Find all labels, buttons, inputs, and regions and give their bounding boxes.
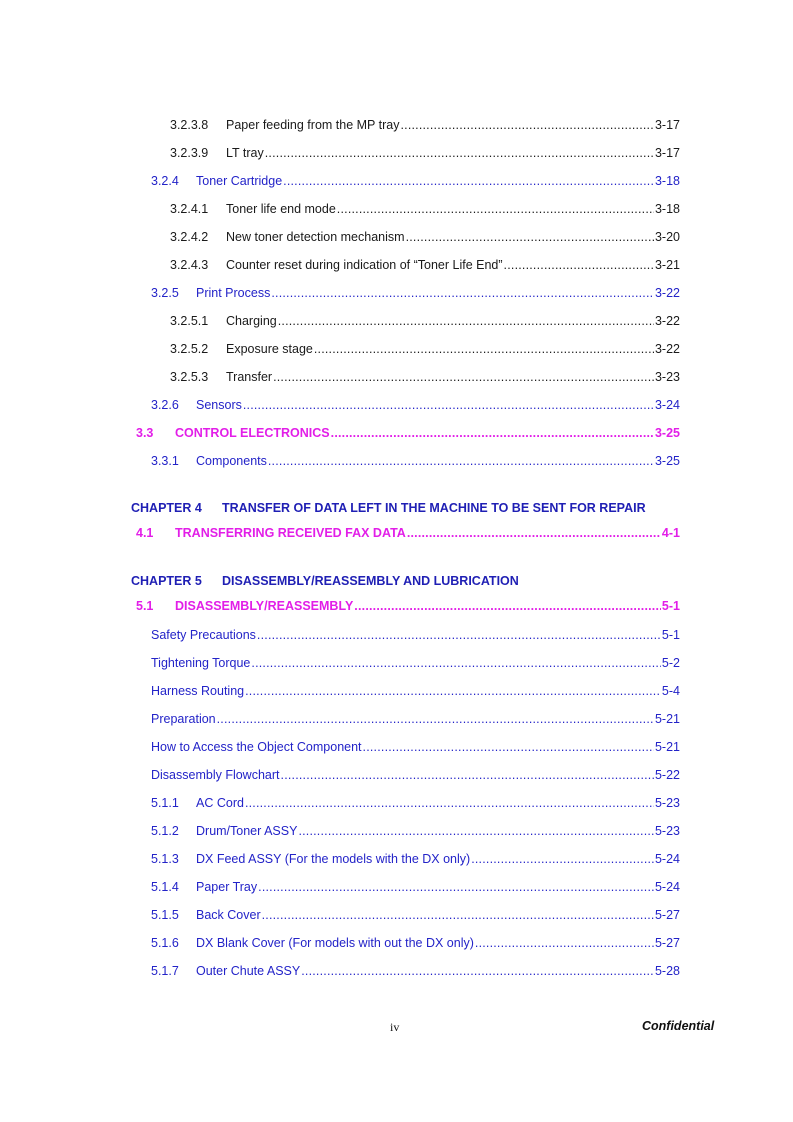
dot-leader [400, 118, 654, 132]
toc-entry-page: 5-22 [654, 768, 680, 782]
toc-entry[interactable] [151, 712, 680, 726]
toc-entry[interactable] [151, 824, 680, 838]
toc-entry-title: Safety Precautions [151, 628, 256, 642]
dot-leader [262, 908, 654, 922]
toc-entry[interactable] [151, 852, 680, 866]
dot-leader [337, 202, 654, 216]
dot-leader [354, 599, 661, 613]
toc-entry-title: How to Access the Object Component [151, 740, 362, 754]
toc-entry-title: DISASSEMBLY/REASSEMBLY [175, 599, 354, 613]
toc-entry-title: Tightening Torque [151, 656, 251, 670]
toc-entry[interactable] [136, 599, 680, 613]
toc-entry-page: 5-24 [654, 880, 680, 894]
dot-leader [314, 342, 654, 356]
toc-entry[interactable] [151, 398, 680, 412]
toc-entry[interactable] [170, 146, 680, 160]
toc-entry[interactable] [151, 628, 680, 642]
toc-entry-number: 5.1.5 [151, 908, 179, 922]
toc-entry-title: Sensors [196, 398, 242, 412]
toc-entry[interactable] [151, 796, 680, 810]
dot-leader [281, 768, 654, 782]
toc-entry-title: Exposure stage [226, 342, 313, 356]
toc-entry-number: 5.1.4 [151, 880, 179, 894]
toc-entry[interactable] [170, 202, 680, 216]
toc-entry-page: 5-23 [654, 824, 680, 838]
toc-entry-title: Preparation [151, 712, 216, 726]
toc-entry-number: 3.2.3.8 [170, 118, 209, 132]
toc-entry-number: 5.1.1 [151, 796, 179, 810]
toc-entry-page: 5-27 [654, 908, 680, 922]
dot-leader [298, 824, 654, 838]
dot-leader [301, 964, 654, 978]
toc-entry-page: 3-17 [654, 118, 680, 132]
toc-entry-title: AC Cord [196, 796, 244, 810]
toc-entry-title: LT tray [226, 146, 264, 160]
dot-leader [406, 230, 654, 244]
toc-entry-number: 3.2.5.2 [170, 342, 209, 356]
toc-entry-page: 5-1 [661, 628, 680, 642]
dot-leader [257, 628, 661, 642]
toc-entry-page: 4-1 [661, 526, 680, 540]
toc-entry-title: Paper feeding from the MP tray [226, 118, 400, 132]
toc-entry-page: 3-22 [654, 286, 680, 300]
chapter-heading[interactable] [131, 574, 680, 588]
toc-entry-title: Back Cover [196, 908, 261, 922]
dot-leader [363, 740, 654, 754]
toc-entry-page: 3-22 [654, 342, 680, 356]
chapter-title: TRANSFER OF DATA LEFT IN THE MACHINE TO BE SENT FOR REPAIR [222, 501, 646, 515]
toc-entry[interactable] [151, 908, 680, 922]
toc-entry-title: Drum/Toner ASSY [196, 824, 298, 838]
dot-leader [245, 684, 661, 698]
toc-entry[interactable] [151, 740, 680, 754]
toc-entry-page: 5-21 [654, 712, 680, 726]
toc-entry-title: DX Feed ASSY (For the models with the DX only) [196, 852, 471, 866]
toc-entry-title: Toner life end mode [226, 202, 336, 216]
footer-page-number: iv [390, 1020, 400, 1034]
toc-entry-page: 5-4 [661, 684, 680, 698]
toc-entry-page: 3-17 [654, 146, 680, 160]
toc-entry[interactable] [170, 258, 680, 272]
toc-entry-title: TRANSFERRING RECEIVED FAX DATA [175, 526, 406, 540]
toc-entry-number: 3.2.4 [151, 174, 179, 188]
dot-leader [243, 398, 654, 412]
toc-entry-number: 3.2.5 [151, 286, 179, 300]
toc-entry-page: 3-23 [654, 370, 680, 384]
toc-entry-title: Paper Tray [196, 880, 258, 894]
toc-entry-title: Charging [226, 314, 277, 328]
toc-entry-number: 5.1.2 [151, 824, 179, 838]
toc-entry-title: DX Blank Cover (For models with out the DX only) [196, 936, 474, 950]
dot-leader [251, 656, 661, 670]
toc-entry-number: 5.1.3 [151, 852, 179, 866]
toc-entry-number: 3.2.5.3 [170, 370, 209, 384]
dot-leader [283, 174, 654, 188]
toc-entry[interactable] [151, 880, 680, 894]
toc-entry[interactable] [136, 426, 680, 440]
toc-entry-page: 5-24 [654, 852, 680, 866]
toc-entry-page: 5-2 [661, 656, 680, 670]
toc-entry[interactable] [170, 118, 680, 132]
toc-entry-page: 5-21 [654, 740, 680, 754]
dot-leader [504, 258, 654, 272]
chapter-label: CHAPTER 5 [131, 574, 202, 588]
toc-entry[interactable] [170, 230, 680, 244]
toc-entry[interactable] [151, 454, 680, 468]
toc-entry-page: 5-1 [661, 599, 680, 613]
dot-leader [273, 370, 654, 384]
toc-entry-title: Counter reset during indication of “Toner Life End” [226, 258, 503, 272]
toc-entry-title: Print Process [196, 286, 271, 300]
toc-entry[interactable] [151, 684, 680, 698]
toc-entry-number: 3.2.6 [151, 398, 179, 412]
toc-entry-number: 3.2.4.2 [170, 230, 209, 244]
toc-entry-number: 3.3 [136, 426, 154, 440]
toc-entry-title: Harness Routing [151, 684, 245, 698]
toc-entry-page: 5-23 [654, 796, 680, 810]
toc-entry-title: CONTROL ELECTRONICS [175, 426, 330, 440]
toc-entry[interactable] [136, 526, 680, 540]
dot-leader [268, 454, 654, 468]
toc-entry[interactable] [151, 964, 680, 978]
toc-entry-page: 3-24 [654, 398, 680, 412]
dot-leader [331, 426, 654, 440]
dot-leader [407, 526, 661, 540]
toc-entry-page: 3-22 [654, 314, 680, 328]
toc-entry-number: 3.2.5.1 [170, 314, 209, 328]
dot-leader [258, 880, 654, 894]
dot-leader [475, 936, 654, 950]
toc-entry-number: 3.3.1 [151, 454, 179, 468]
toc-entry-page: 3-18 [654, 174, 680, 188]
toc-entry[interactable] [151, 174, 680, 188]
toc-entry[interactable] [151, 768, 680, 782]
toc-entry-title: Transfer [226, 370, 273, 384]
toc-entry-page: 5-28 [654, 964, 680, 978]
dot-leader [217, 712, 654, 726]
toc-entry-number: 3.2.4.1 [170, 202, 209, 216]
toc-entry-title: Toner Cartridge [196, 174, 283, 188]
toc-entry-page: 3-25 [654, 454, 680, 468]
toc-entry-number: 5.1 [136, 599, 154, 613]
toc-entry-page: 3-21 [654, 258, 680, 272]
toc-entry[interactable] [151, 936, 680, 950]
dot-leader [271, 286, 654, 300]
toc-entry-title: New toner detection mechanism [226, 230, 405, 244]
toc-entry-number: 5.1.7 [151, 964, 179, 978]
toc-entry-title: Outer Chute ASSY [196, 964, 301, 978]
toc-entry-page: 3-18 [654, 202, 680, 216]
dot-leader [265, 146, 654, 160]
toc-entry-number: 3.2.3.9 [170, 146, 209, 160]
toc-entry-title: Disassembly Flowchart [151, 768, 280, 782]
chapter-title: DISASSEMBLY/REASSEMBLY AND LUBRICATION [222, 574, 519, 588]
toc-entry-page: 3-25 [654, 426, 680, 440]
toc-entry[interactable] [151, 286, 680, 300]
toc-entry-page: 3-20 [654, 230, 680, 244]
toc-entry-number: 3.2.4.3 [170, 258, 209, 272]
toc-entry[interactable] [170, 370, 680, 384]
toc-entry-number: 4.1 [136, 526, 154, 540]
toc-entry[interactable] [170, 314, 680, 328]
toc-entry[interactable] [151, 656, 680, 670]
dot-leader [278, 314, 654, 328]
toc-entry-page: 5-27 [654, 936, 680, 950]
toc-entry-title: Components [196, 454, 267, 468]
toc-entry[interactable] [170, 342, 680, 356]
footer-confidential: Confidential [642, 1019, 715, 1033]
dot-leader [245, 796, 654, 810]
chapter-heading[interactable] [131, 501, 680, 515]
toc-entry-number: 5.1.6 [151, 936, 179, 950]
dot-leader [471, 852, 654, 866]
chapter-label: CHAPTER 4 [131, 501, 202, 515]
